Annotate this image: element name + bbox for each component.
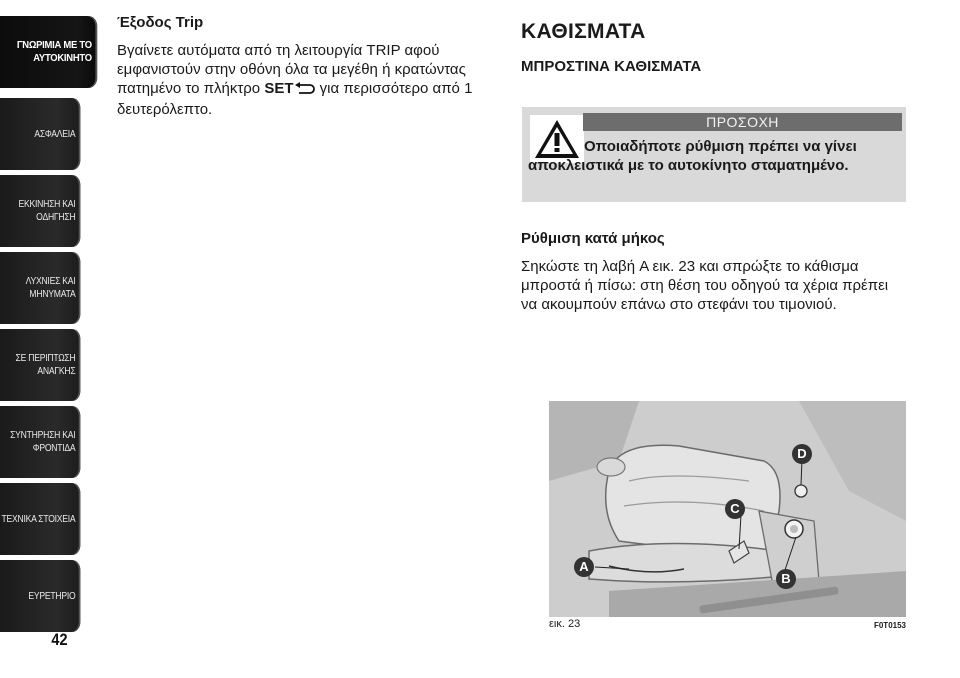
tab-label-line-1: ΣΥΝΤΗΡΗΣΗ ΚΑΙ: [10, 429, 76, 441]
set-key-label: SET: [264, 80, 294, 97]
tab-label-line-1: ΕΚΚΙΝΗΣΗ ΚΑΙ: [18, 198, 76, 210]
page-number: 42: [51, 630, 68, 649]
tab-safety[interactable]: [0, 98, 80, 170]
tab-label-line-1: ΓΝΩΡΙΜΙΑ ΜΕ ΤΟ: [16, 39, 92, 51]
tab-emergency[interactable]: [0, 329, 80, 401]
sub-title: ΜΠΡΟΣΤΙΝΑ ΚΑΘΙΣΜΑΤΑ: [521, 58, 702, 75]
tab-label-line-2: ΑΥΤΟΚΙΝΗΤΟ: [33, 52, 92, 64]
tab-getting-to-know[interactable]: [0, 16, 97, 88]
figure-label: εικ. 23: [549, 618, 581, 630]
return-arrow-icon: [294, 81, 316, 100]
trip-exit-paragraph: [117, 41, 497, 119]
tab-label-line-2: ΦΡΟΝΤΙΔΑ: [32, 442, 76, 454]
tab-starting-driving[interactable]: [0, 175, 80, 247]
section-title: ΚΑΘΙΣΜΑΤΑ: [521, 20, 646, 43]
adjust-paragraph: Σηκώστε τη λαβή A εικ. 23 και σπρώξτε το κάθισμα μπροστά ή πίσω: στη θέση του οδηγού τα χέρια πρέπει να ακουμπούν επάνω στο στεφάνι του τιμονιού.: [521, 258, 889, 313]
tab-label-line-1: ΤΕΧΝΙΚΑ ΣΤΟΙΧΕΙΑ: [1, 512, 76, 525]
callout-c: C: [725, 499, 745, 519]
tab-label-line-1: ΕΥΡΕΤΗΡΙΟ: [28, 589, 76, 602]
tab-label-line-2: ΑΝΑΓΚΗΣ: [37, 365, 76, 377]
warning-box: [522, 107, 906, 202]
tab-label-line-2: ΜΗΝΥΜΑΤΑ: [29, 288, 76, 300]
adjust-heading: Ρύθμιση κατά μήκος: [521, 230, 665, 247]
tab-label-line-1: ΣΕ ΠΕΡΙΠΤΩΣΗ: [15, 352, 76, 364]
right-column: [521, 14, 907, 314]
tab-label-line-2: ΟΔΗΓΗΣΗ: [36, 211, 76, 223]
left-column: [117, 14, 497, 119]
callout-b: B: [776, 569, 796, 589]
callout-d: D: [792, 444, 812, 464]
tab-label-line-1: ΛΥΧΝΙΕΣ ΚΑΙ: [25, 275, 76, 287]
warning-heading: ΠΡΟΣΟΧΗ: [583, 113, 902, 131]
paragraph-text-1: Βγαίνετε αυτόματα από τη λειτουργία TRIP αφού εμφανιστούν στην οθόνη όλα τα μεγέθη ή κρατώντας πατημένο το πλήκτρο: [117, 42, 466, 97]
figure-caption: [549, 618, 906, 630]
callout-a: A: [574, 557, 594, 577]
figure-code: F0T0153: [873, 621, 906, 630]
trip-exit-heading: Έξοδος Trip: [117, 14, 204, 31]
tab-label-line-1: ΑΣΦΑΛΕΙΑ: [34, 127, 76, 140]
tab-index[interactable]: [0, 560, 80, 632]
tab-lights-messages[interactable]: [0, 252, 80, 324]
tab-technical-data[interactable]: [0, 483, 80, 555]
warning-text: Οποιαδήποτε ρύθμιση πρέπει να γίνει αποκλειστικά με το αυτοκίνητο σταματημένο.: [528, 138, 857, 174]
seat-figure: [549, 401, 906, 617]
tab-maintenance[interactable]: [0, 406, 80, 478]
paragraph-text-2: για περισσότερο από 1 δευτερόλεπτο.: [117, 80, 473, 118]
